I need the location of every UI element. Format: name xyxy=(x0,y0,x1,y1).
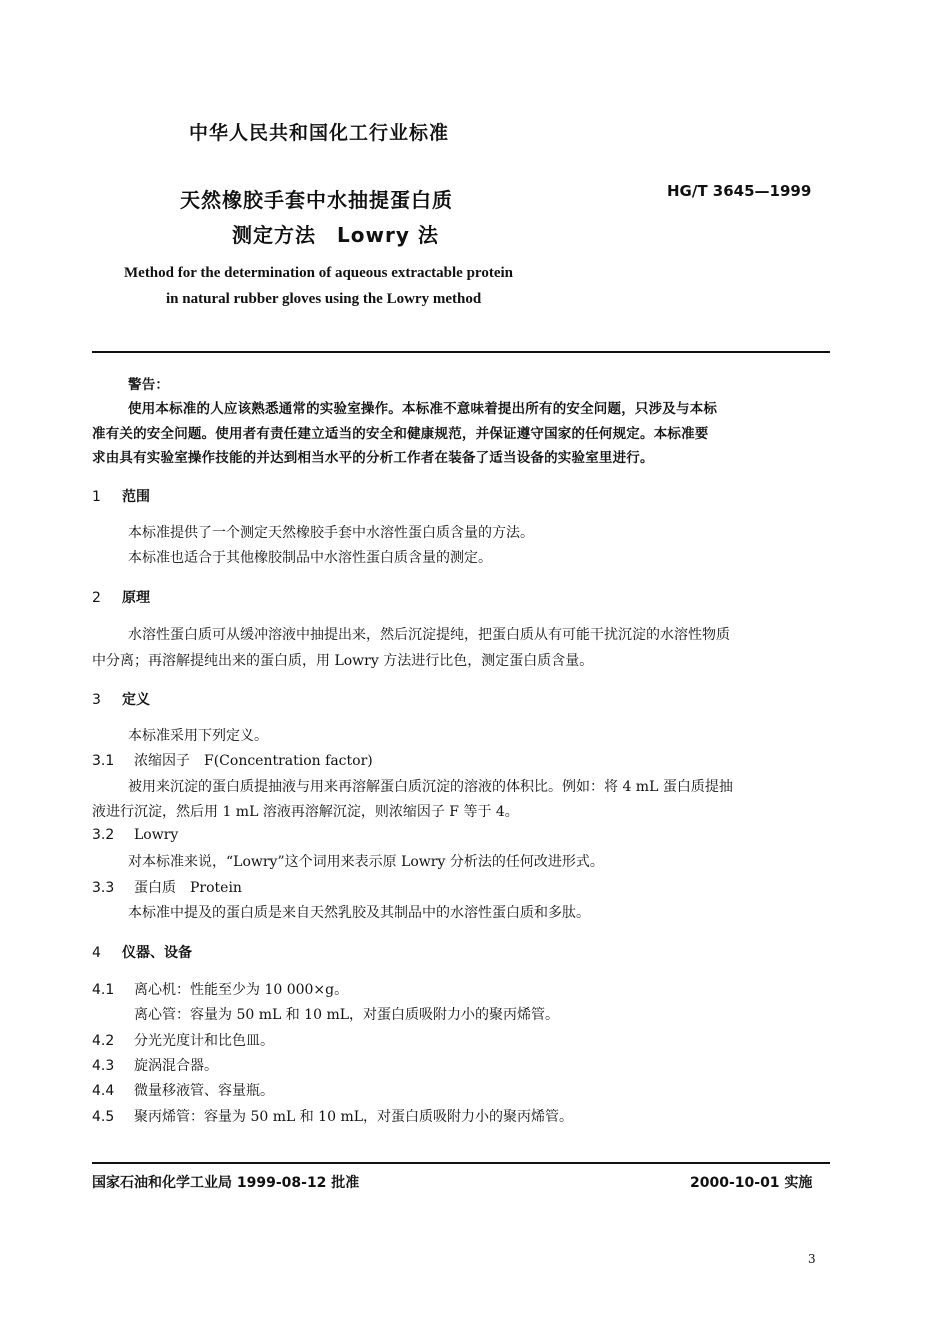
implementation-date: 2000-10-01 实施 xyxy=(690,1175,813,1191)
section-title: 定义 xyxy=(122,692,150,708)
section-1-paragraph2: 本标准也适合于其他橡胶制品中水溶性蛋白质含量的测定。 xyxy=(128,550,492,566)
section-title: 仪器、设备 xyxy=(122,945,192,961)
section-number: 2 xyxy=(92,590,101,606)
section-2-line2: 中分离；再溶解提纯出来的蛋白质，用 Lowry 方法进行比色，测定蛋白质含量。 xyxy=(92,653,594,669)
item-4-4 xyxy=(92,1080,274,1100)
item-4-2 xyxy=(92,1030,274,1050)
item-4-5 xyxy=(92,1106,573,1126)
definition-3-3-term xyxy=(92,877,242,897)
section-title: 原理 xyxy=(122,590,150,606)
warning-label: 警告： xyxy=(128,377,170,393)
clause-text: 聚丙烯管：容量为 50 mL 和 10 mL，对蛋白质吸附力小的聚丙烯管。 xyxy=(134,1109,574,1125)
warning-line1: 使用本标准的人应该熟悉通常的实验室操作。本标准不意味着提出所有的安全问题，只涉及与本标 xyxy=(128,401,718,417)
section-2-heading xyxy=(92,587,150,607)
org-title: 中华人民共和国化工行业标准 xyxy=(189,122,450,144)
section-1-paragraph1: 本标准提供了一个测定天然橡胶手套中水溶性蛋白质含量的方法。 xyxy=(128,525,534,541)
definition-3-1-term xyxy=(92,750,373,770)
clause-number: 3.1 xyxy=(92,753,115,769)
clause-number: 3.3 xyxy=(92,880,115,896)
clause-text: 离心机：性能至少为 10 000×g。 xyxy=(134,982,349,998)
definition-3-2-term xyxy=(92,827,178,843)
definition-3-1-line2: 液进行沉淀，然后用 1 mL 溶液再溶解沉淀，则浓缩因子 F 等于 4。 xyxy=(92,804,519,820)
item-4-3 xyxy=(92,1055,218,1075)
clause-number: 4.1 xyxy=(92,982,115,998)
clause-term: Lowry xyxy=(134,827,179,843)
section-3-intro: 本标准采用下列定义。 xyxy=(128,728,268,744)
clause-term: 蛋白质 Protein xyxy=(134,880,242,896)
clause-text: 微量移液管、容量瓶。 xyxy=(134,1083,274,1099)
clause-term: 浓缩因子 F(Concentration factor) xyxy=(134,753,373,769)
section-number: 4 xyxy=(92,945,101,961)
approval-info: 国家石油和化学工业局 1999-08-12 批准 xyxy=(92,1175,360,1191)
header-divider xyxy=(92,351,830,353)
section-title: 范围 xyxy=(122,489,150,505)
item-4-1 xyxy=(92,979,348,999)
clause-number: 4.4 xyxy=(92,1083,115,1099)
warning-line3: 求由具有实验室操作技能的并达到相当水平的分析工作者在装备了适当设备的实验室里进行。 xyxy=(92,450,654,466)
title-en-line1: Method for the determination of aqueous extractable protein xyxy=(124,265,513,281)
clause-number: 3.2 xyxy=(92,827,115,843)
section-2-line1: 水溶性蛋白质可从缓冲溶液中抽提出来，然后沉淀提纯，把蛋白质从有可能干扰沉淀的水溶性物质 xyxy=(128,627,730,643)
section-number: 1 xyxy=(92,489,101,505)
title-zh-line1: 天然橡胶手套中水抽提蛋白质 xyxy=(180,188,453,212)
section-4-heading xyxy=(92,942,192,962)
title-zh-line2: 测定方法 Lowry 法 xyxy=(232,223,439,247)
standard-code: HG/T 3645—1999 xyxy=(667,182,812,200)
definition-3-3-text: 本标准中提及的蛋白质是来自天然乳胶及其制品中的水溶性蛋白质和多肽。 xyxy=(128,905,590,921)
clause-number: 4.3 xyxy=(92,1058,115,1074)
item-4-1-sub: 离心管：容量为 50 mL 和 10 mL，对蛋白质吸附力小的聚丙烯管。 xyxy=(134,1007,560,1023)
title-en-line2: in natural rubber gloves using the Lowry method xyxy=(166,291,482,307)
warning-line2: 准有关的安全问题。使用者有责任建立适当的安全和健康规范，并保证遵守国家的任何规定。本标准要 xyxy=(92,426,709,442)
section-number: 3 xyxy=(92,692,101,708)
clause-number: 4.2 xyxy=(92,1033,115,1049)
definition-3-1-line1: 被用来沉淀的蛋白质提抽液与用来再溶解蛋白质沉淀的溶液的体积比。例如：将 4 mL 蛋白质提抽 xyxy=(128,779,733,795)
section-1-heading xyxy=(92,486,150,506)
clause-text: 旋涡混合器。 xyxy=(134,1058,218,1074)
page-number: 3 xyxy=(808,1252,816,1266)
clause-number: 4.5 xyxy=(92,1109,115,1125)
definition-3-2-text: 对本标准来说，“Lowry”这个词用来表示原 Lowry 分析法的任何改进形式。 xyxy=(128,854,604,870)
clause-text: 分光光度计和比色皿。 xyxy=(134,1033,274,1049)
footer-divider xyxy=(92,1162,830,1164)
section-3-heading xyxy=(92,689,150,709)
